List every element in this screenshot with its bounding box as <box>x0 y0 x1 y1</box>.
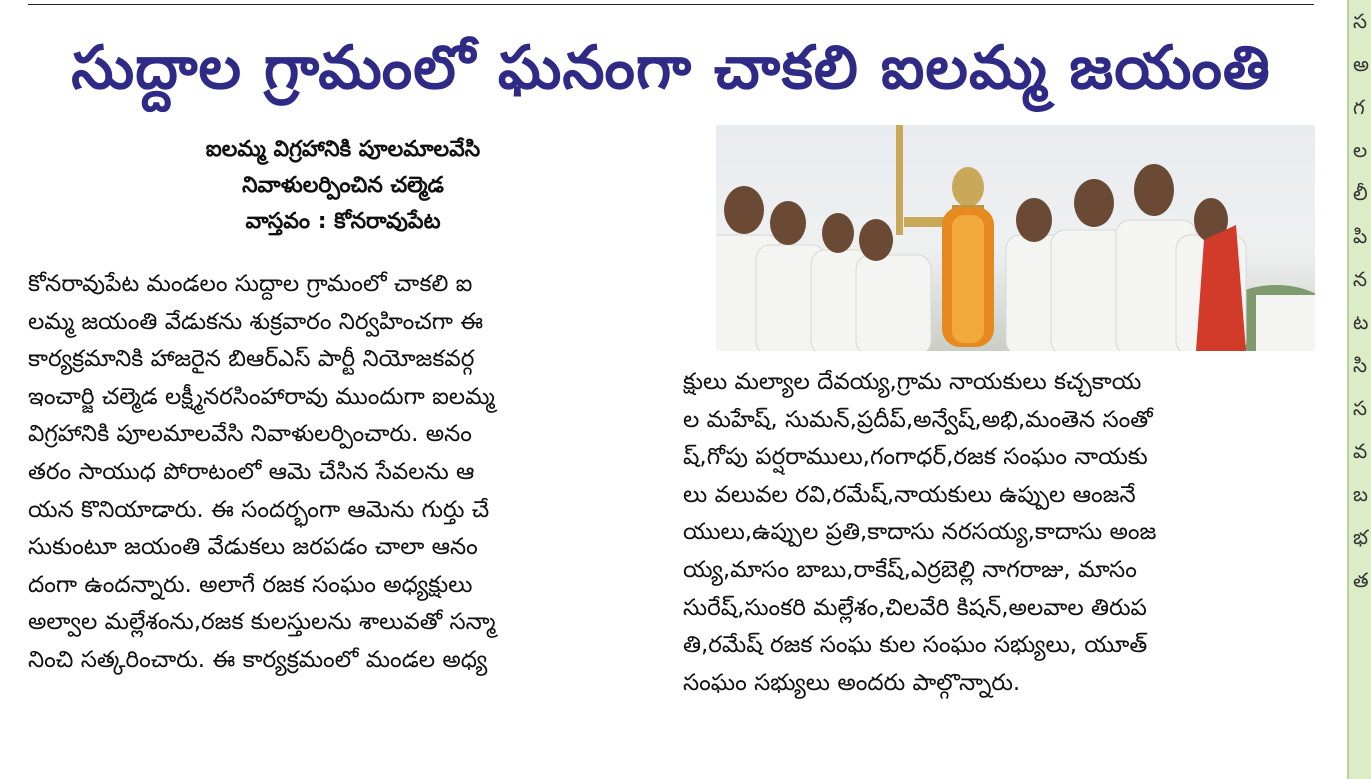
sidebar-glyph: ట <box>1353 310 1369 334</box>
deck-line-1: ఐలమ్మ విగ్రహానికి పూలమాలవేసి <box>205 137 481 162</box>
sidebar-glyph: అ <box>1353 52 1369 76</box>
body-line: కార్యక్రమానికి హాజరైన బిఆర్ఎస్ పార్టీ నియోజకవర్గ <box>28 346 475 373</box>
sub-headline <box>28 132 658 240</box>
body-line: ఇంచార్జి చల్మెడ లక్ష్మీనరసింహారావు ముందుగా ఐలమ్మ <box>28 383 495 410</box>
article-column-left <box>28 266 668 680</box>
sidebar-glyph: లీ <box>1353 181 1368 205</box>
body-line: నించి సత్కరించారు. ఈ కార్యక్రమంలో మండల అధ్య <box>28 646 488 673</box>
sidebar-glyph: వ <box>1353 439 1368 463</box>
body-line: ల మహేష్, సుమన్,ప్రదీప్,అన్వేష్,అభి,మంతెన సంతో <box>683 406 1153 433</box>
article-column-right <box>683 364 1315 702</box>
sidebar-glyph: గ <box>1353 95 1365 119</box>
body-line: ష్,గోపు పర్షరాములు,గంగాధర్,రజక సంఘం నాయకు <box>683 444 1148 471</box>
headline: సుద్దాల గ్రామంలో ఘనంగా చాకలి ఐలమ్మ జయంతి <box>71 33 1271 103</box>
body-line: విగ్రహానికి పూలమాలవేసి నివాళులర్పించారు. అనం <box>28 421 472 448</box>
body-line: సుకుంటూ జయంతి వేడుకలు జరపడం చాలా ఆనం <box>28 534 478 561</box>
body-line: తి,రమేష్ రజక సంఘ కుల సంఘం సభ్యులు, యూత్ <box>683 632 1148 659</box>
top-rule <box>28 4 1314 5</box>
body-line: సురేష్,సుంకరి మల్లేశం,చిలవేరి కిషన్,అలవాల తిరుప <box>683 594 1147 621</box>
sidebar-glyph: స <box>1353 9 1368 33</box>
sidebar-glyph: సి <box>1353 353 1368 377</box>
news-photo <box>716 125 1315 351</box>
body-line: కోనరావుపేట మండలం సుద్దాల గ్రామంలో చాకలి ఐ <box>28 271 473 297</box>
body-line: అల్వాల మల్లేశంను,రజక కులస్తులను శాలువతో సన్మా <box>28 609 496 636</box>
body-line: లమ్మ జయంతి వేడుకను శుక్రవారం నిర్వహించగా ఈ <box>28 308 484 335</box>
deck-line-2: నివాళులర్పించిన చల్మెడ <box>242 173 444 198</box>
body-line: యులు,ఉప్పుల ప్రతి,కాదాసు నరసయ్య,కాదాసు అంజ <box>683 519 1157 546</box>
sidebar-glyph: బ <box>1353 482 1368 506</box>
adjacent-article-strip <box>1347 0 1371 779</box>
dateline: వాస్తవం : కోనరావుపేట <box>245 209 441 234</box>
sidebar-glyph: ల <box>1353 138 1368 162</box>
sidebar-glyph: న <box>1353 267 1368 291</box>
body-line: య్య,మాసం బాబు,రాకేష్,ఎర్రబెల్లి నాగరాజు, మాసం <box>683 556 1137 583</box>
body-line: యన కొనియాడారు. ఈ సందర్భంగా ఆమెను గుర్తు చే <box>28 496 490 523</box>
body-line: తరం సాయుధ పోరాటంలో ఆమె చేసిన సేవలను ఆ <box>28 458 475 485</box>
sidebar-glyph: భ <box>1353 525 1368 549</box>
sidebar-glyph: స <box>1353 396 1368 420</box>
body-line: సంఘం సభ్యులు అందరు పాల్గొన్నారు. <box>683 669 1021 696</box>
body-line: దంగా ఉందన్నారు. అలాగే రజక సంఘం అధ్యక్షులు <box>28 571 473 598</box>
body-line: క్షులు మల్యాల దేవయ్య,గ్రామ నాయకులు కచ్చకాయ <box>683 369 1142 395</box>
sidebar-glyph: పి <box>1353 224 1368 248</box>
body-line: లు వలువల రవి,రమేష్,నాయకులు ఉప్పుల ఆంజనే <box>683 481 1136 508</box>
sidebar-glyph: త <box>1353 568 1369 592</box>
